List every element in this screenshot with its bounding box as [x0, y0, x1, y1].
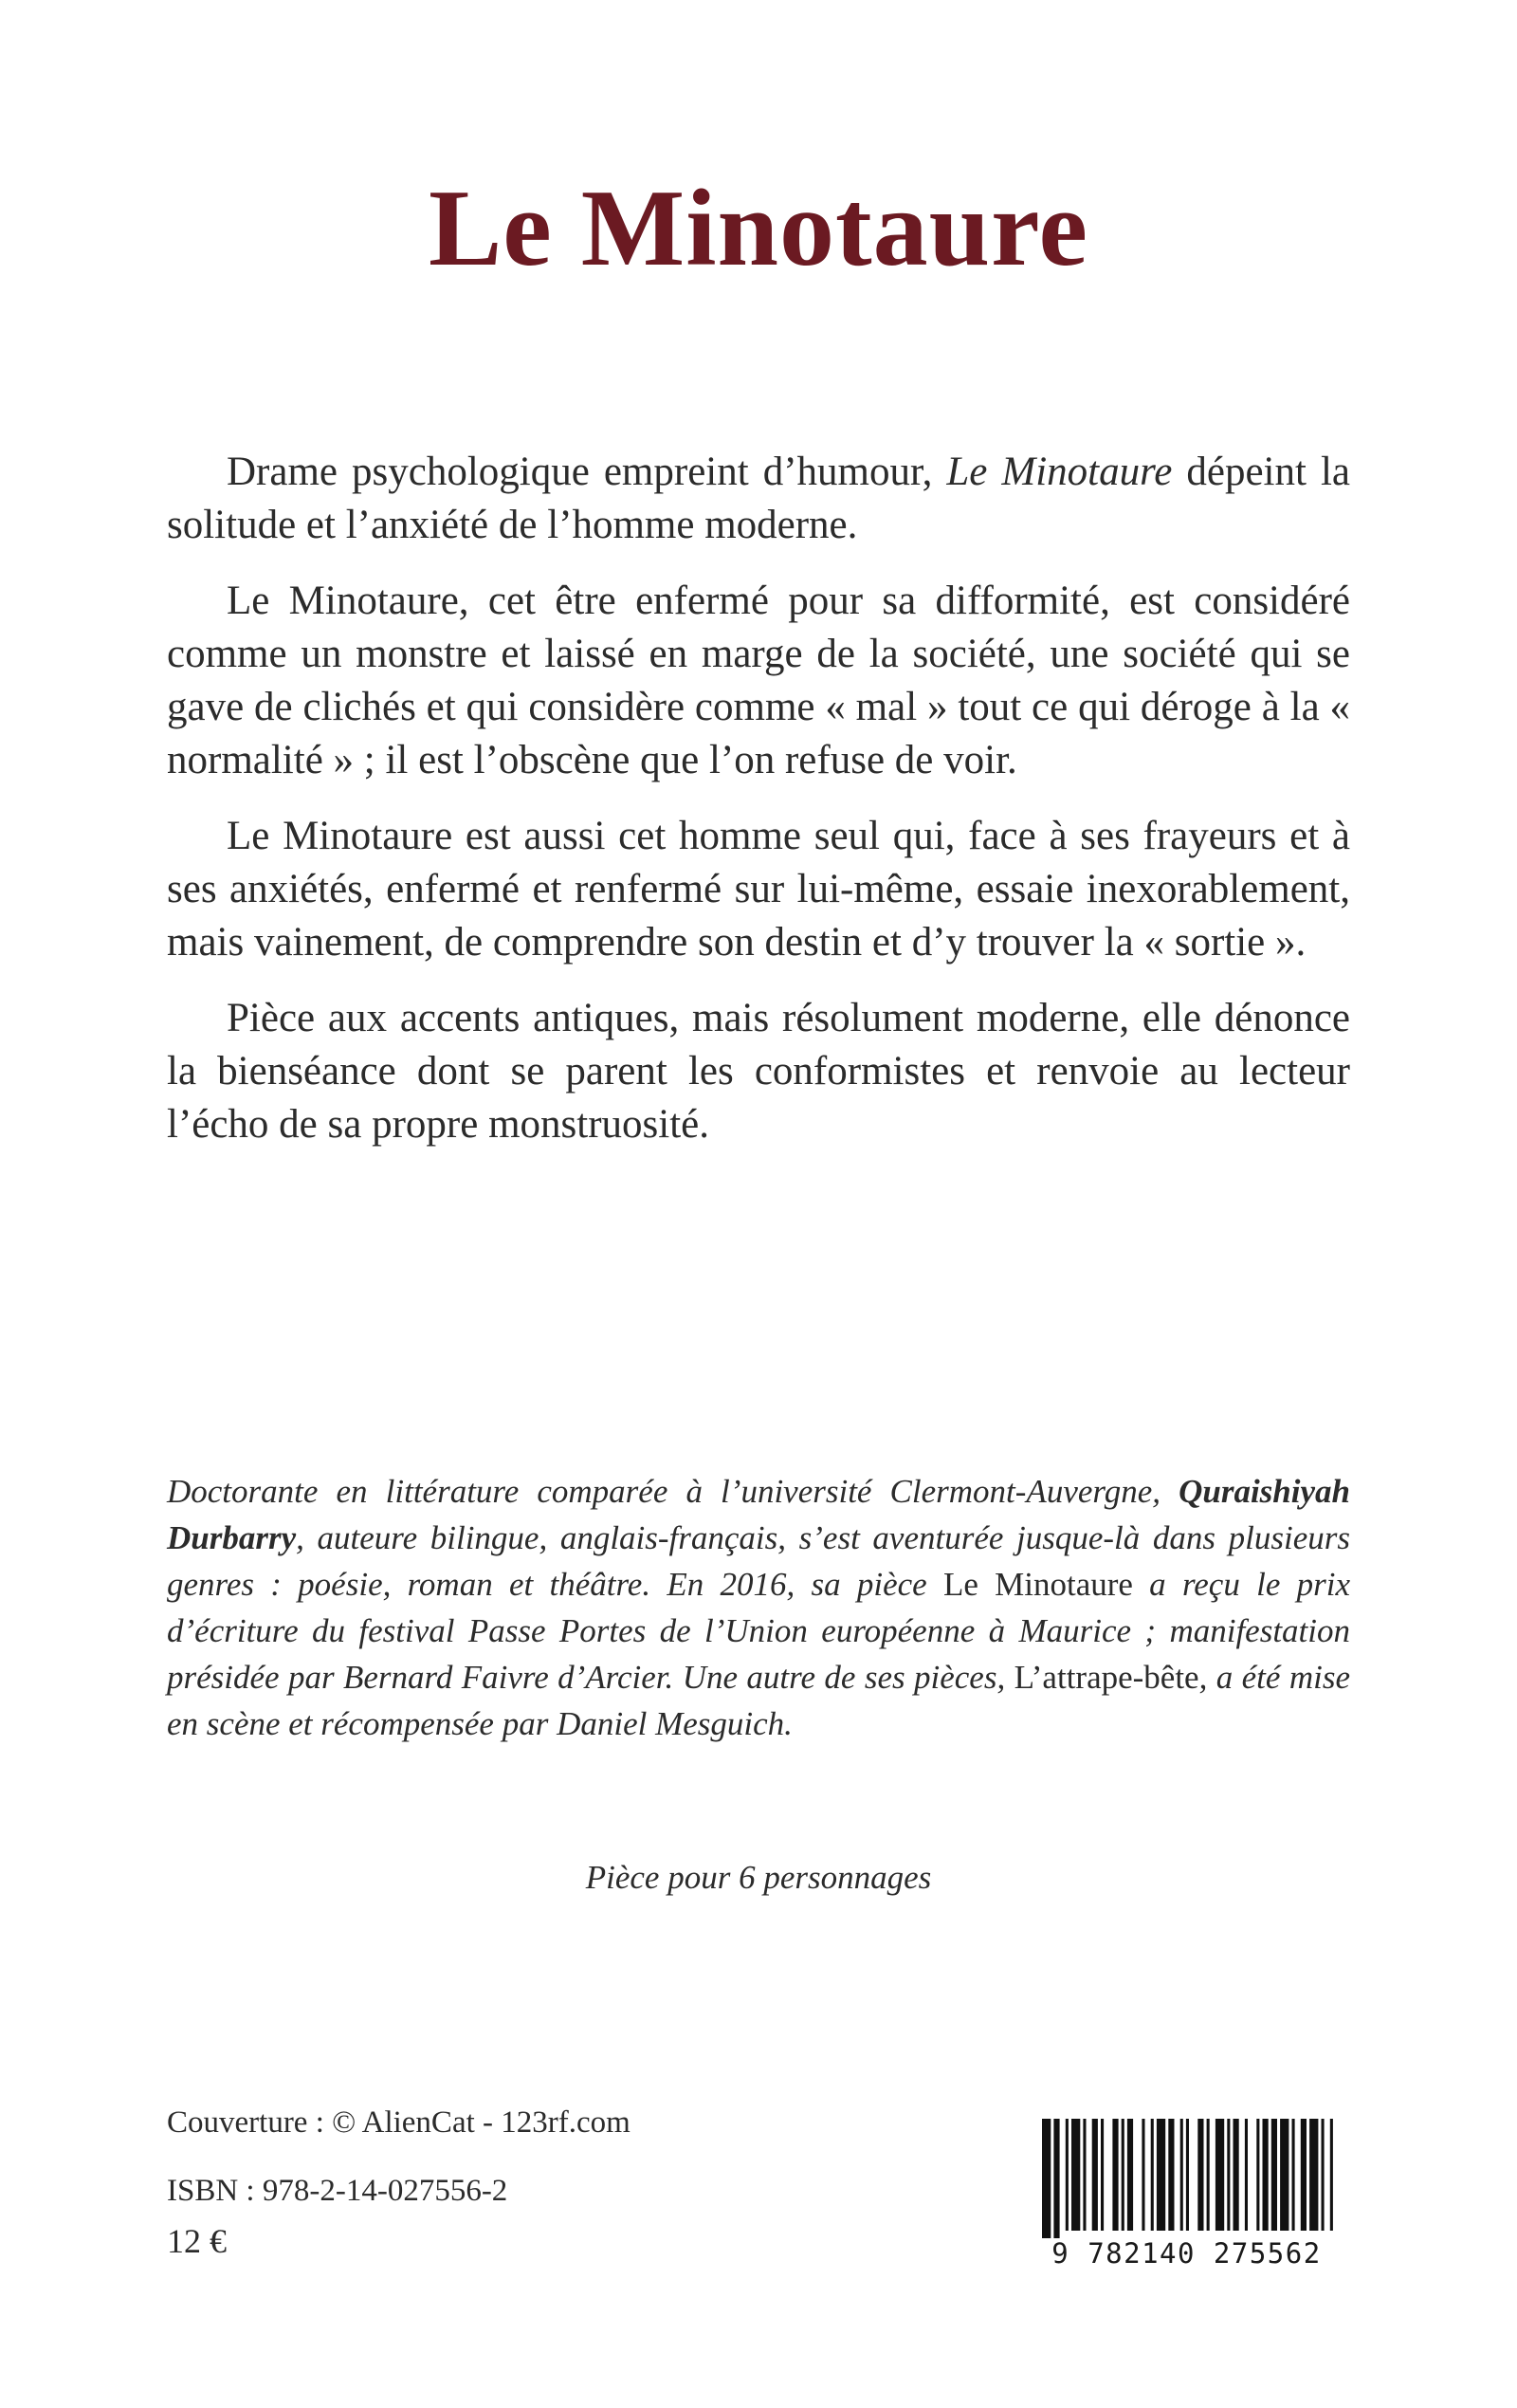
barcode-bar — [1280, 2119, 1289, 2231]
barcode-bar — [1309, 2119, 1318, 2231]
barcode-bar — [1101, 2119, 1104, 2231]
barcode-bar — [1122, 2119, 1124, 2231]
barcode-bar — [1197, 2119, 1203, 2231]
author-name: Quraishiyah Durbarry — [167, 1473, 1350, 1556]
barcode-bar — [1127, 2119, 1133, 2231]
blurb-paragraph-1 — [167, 446, 1350, 552]
bio-part-3: a reçu le prix d’écriture du festival Passe Portes de l’Union européenne à Maurice ; manifestation présidée par Bernard Faivre d’Arcier. Une autre de ses pièces, — [167, 1566, 1350, 1696]
blurb — [167, 446, 1350, 1174]
bio-work-title-2: L’attrape-bête — [1014, 1659, 1199, 1696]
bio-work-title-1: Le Minotaure — [942, 1566, 1133, 1603]
barcode-bar — [1092, 2119, 1098, 2231]
barcode-bar — [1234, 2119, 1239, 2231]
barcode-bar — [1227, 2119, 1230, 2231]
barcode-digits: 9 782140 275562 — [1051, 2237, 1322, 2270]
barcode-bar — [1168, 2119, 1174, 2231]
cover-credit: Couverture : © AlienCat - 123rf.com — [167, 2105, 631, 2140]
barcode-bar — [1053, 2119, 1059, 2238]
bio-intro: Doctorante en littérature comparée à l’université Clermont-Auvergne, — [167, 1473, 1179, 1510]
barcode-bar — [1263, 2119, 1269, 2231]
barcode-bar — [1215, 2119, 1224, 2231]
barcode-bar — [1083, 2119, 1086, 2231]
blurb-p1-end: dépeint la solitude et l’anxiété de l’homme moderne. — [167, 450, 1350, 547]
barcode-bar — [1330, 2119, 1333, 2231]
barcode-bar — [1142, 2119, 1144, 2231]
barcode-bar — [1256, 2119, 1259, 2231]
barcode-bar — [1322, 2119, 1325, 2231]
barcode-bar — [1071, 2119, 1080, 2231]
barcode-bar — [1042, 2119, 1051, 2238]
barcode-bar — [1157, 2119, 1165, 2231]
bio-part-4: , a été mise en scène et récompensée par Daniel Mesguich. — [167, 1659, 1350, 1742]
cast-note: Pièce pour 6 personnages — [585, 1859, 932, 1896]
barcode-bar — [1301, 2119, 1307, 2231]
barcode-bar — [1207, 2119, 1210, 2231]
barcode-bar — [1245, 2119, 1248, 2231]
blurb-paragraph-4: Pièce aux accents antiques, mais résolument moderne, elle dénonce la bienséance dont se parent les conformistes et renvoie au lecteur l’écho de sa propre monstruosité. — [167, 996, 1350, 1147]
barcode-icon — [1036, 2119, 1337, 2238]
barcode-bar — [1271, 2119, 1277, 2231]
barcode-bar — [1180, 2119, 1183, 2231]
isbn: ISBN : 978-2-14-027556-2 — [167, 2174, 508, 2208]
book-title: Le Minotaure — [428, 168, 1089, 289]
author-bio — [167, 1468, 1350, 1747]
blurb-p1-title: Le Minotaure — [946, 450, 1173, 494]
barcode-bar — [1292, 2119, 1295, 2231]
barcode-bar — [1066, 2119, 1069, 2231]
barcode-bar — [1112, 2119, 1118, 2231]
bio-part-2: , auteure bilingue, anglais-français, s’est aventurée jusque-là dans plusieurs genres : poésie, roman et théâtre. En 2016, sa pièce — [167, 1519, 1350, 1603]
barcode-bar — [1186, 2119, 1189, 2231]
blurb-paragraph-2: Le Minotaure, cet être enfermé pour sa difformité, est considéré comme un monstre et laissé en marge de la société, une société qui se gave de clichés et qui considère comme « mal » tout ce qui déroge à la « normalité » ; il est l’obscène que l’on refuse de voir. — [167, 579, 1350, 782]
price: 12 € — [167, 2222, 227, 2260]
blurb-paragraph-3: Le Minotaure est aussi cet homme seul qui, face à ses frayeurs et à ses anxiétés, enfermé et renfermé sur lui-même, essaie inexorablement, mais vainement, de comprendre son destin et d’y trouver la « sortie ». — [167, 814, 1350, 965]
barcode-bar — [1151, 2119, 1154, 2231]
blurb-p1-start: Drame psychologique empreint d’humour, — [227, 450, 947, 494]
